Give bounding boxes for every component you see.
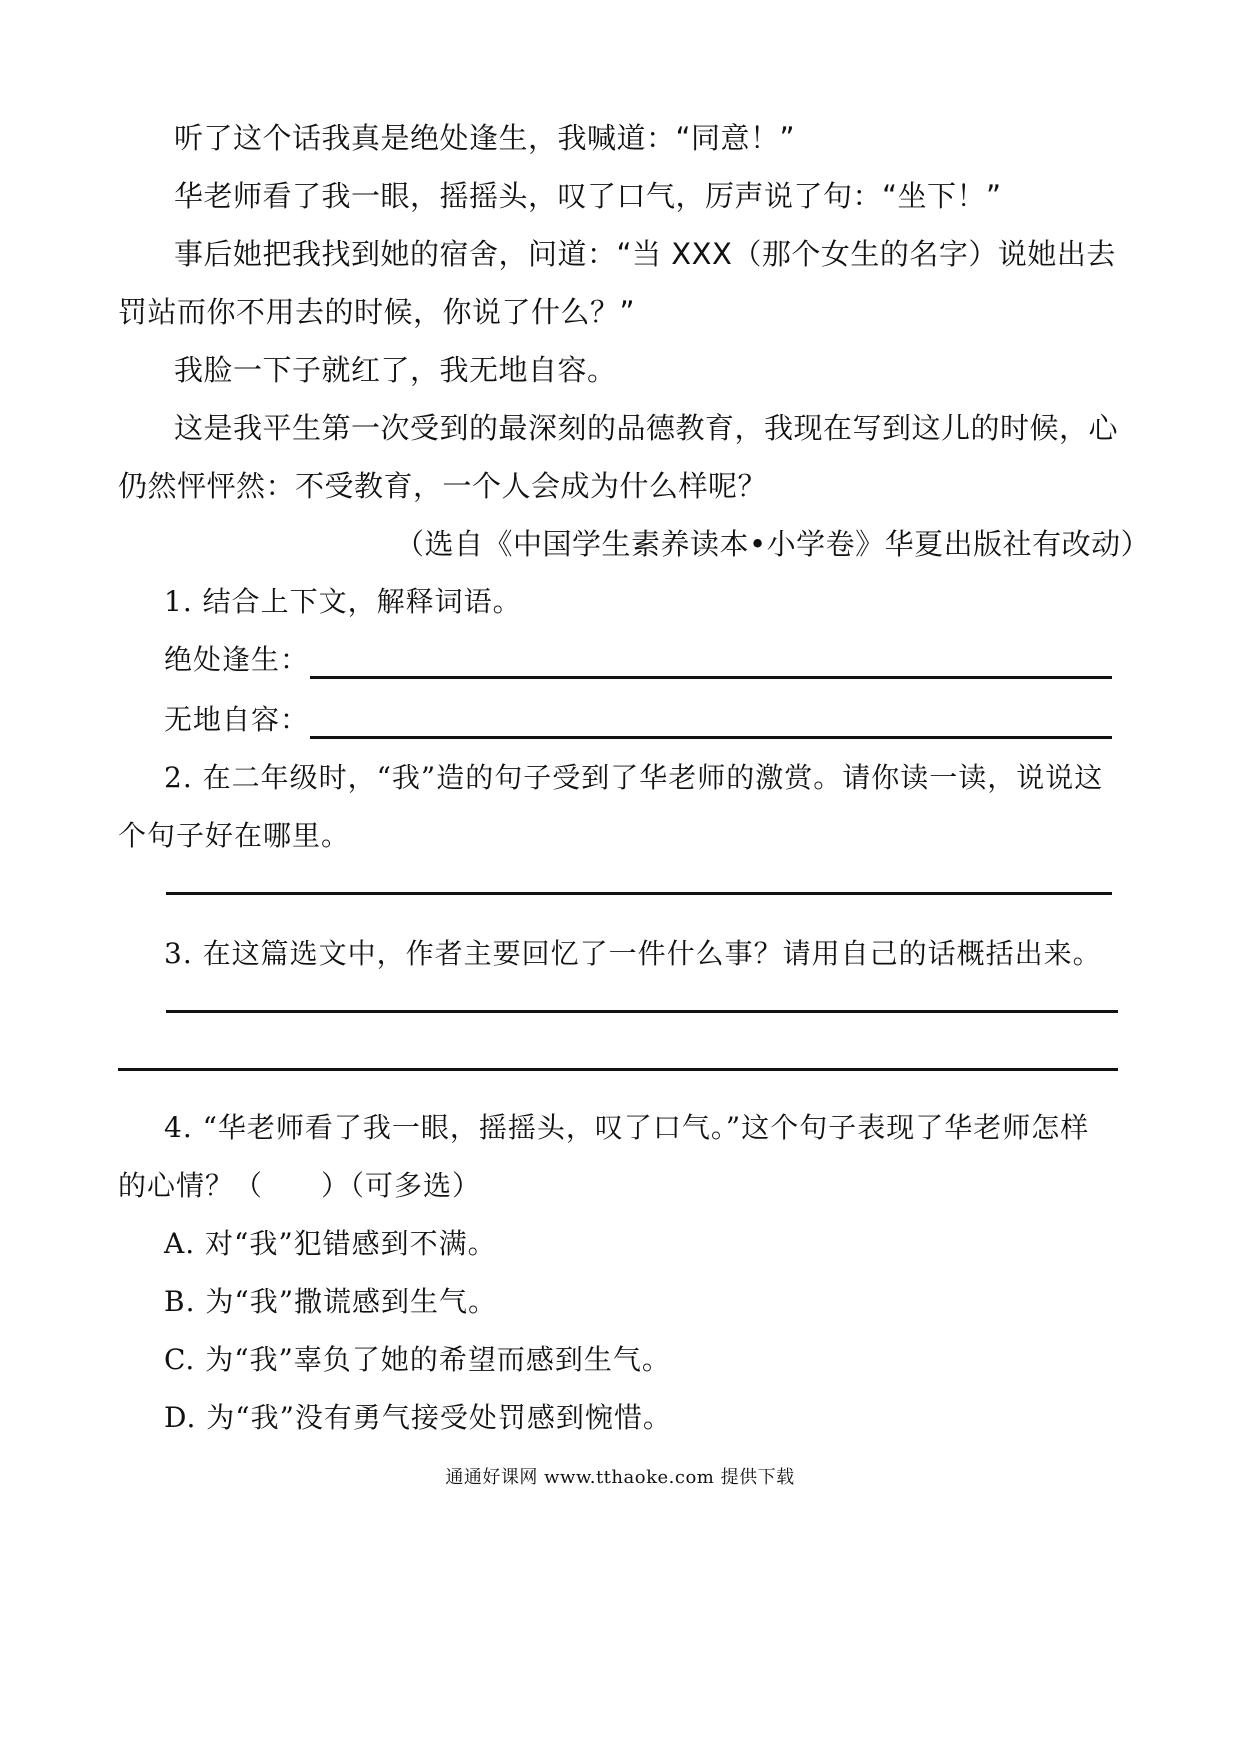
passage-paragraph-4: 我脸一下子就红了，我无地自容。 [174,353,617,387]
question-1-term-2-label: 无地自容： [164,703,310,736]
page-footer: 通通好课网 www.tthaoke.com 提供下载 [445,1467,795,1488]
question-1-term-1-answer-line[interactable] [310,676,1112,679]
question-2-answer-line[interactable] [166,892,1112,895]
question-4-option-c[interactable]: C. 为“我”辜负了她的希望而感到生气。 [164,1343,671,1376]
question-4-line-2: 的心情？（ ）（可多选） [118,1169,482,1202]
question-4-line-1: 4. “华老师看了我一眼，摇摇头，叹了口气。”这个句子表现了华老师怎样 [164,1111,1090,1144]
passage-paragraph-1: 听了这个话我真是绝处逢生，我喊道：“同意！” [174,121,796,155]
question-4-option-d[interactable]: D. 为“我”没有勇气接受处罚感到惋惜。 [164,1401,672,1434]
question-4-option-b[interactable]: B. 为“我”撒谎感到生气。 [164,1285,498,1318]
passage-paragraph-5-line-2: 仍然怦怦然：不受教育，一个人会成为什么样呢？ [118,469,768,503]
question-2-line-2: 个句子好在哪里。 [118,819,351,852]
question-3-prompt: 3. 在这篇选文中，作者主要回忆了一件什么事？请用自己的话概括出来。 [164,937,1102,970]
passage-paragraph-3-line-1: 事后她把我找到她的宿舍，问道：“当 XXX（那个女生的名字）说她出去 [174,237,1116,271]
passage-paragraph-2: 华老师看了我一眼，摇摇头，叹了口气，厉声说了句：“坐下！” [174,179,1002,213]
question-3-answer-line-1[interactable] [166,1010,1118,1013]
question-3-answer-line-2[interactable] [118,1068,1118,1071]
question-1-prompt: 1. 结合上下文，解释词语。 [164,585,522,618]
question-4-option-a[interactable]: A. 对“我”犯错感到不满。 [164,1227,497,1260]
passage-paragraph-3-line-2: 罚站而你不用去的时候，你说了什么？” [118,295,636,329]
question-2-line-1: 2. 在二年级时，“我”造的句子受到了华老师的激赏。请你读一读，说说这 [164,761,1104,794]
question-1-term-1-label: 绝处逢生： [164,643,310,676]
passage-paragraph-5-line-1: 这是我平生第一次受到的最深刻的品德教育，我现在写到这儿的时候，心 [174,411,1119,445]
question-1-term-2-answer-line[interactable] [310,736,1112,739]
passage-source-citation: （选自《中国学生素养读本•小学卷》华夏出版社有改动） [395,527,1151,561]
